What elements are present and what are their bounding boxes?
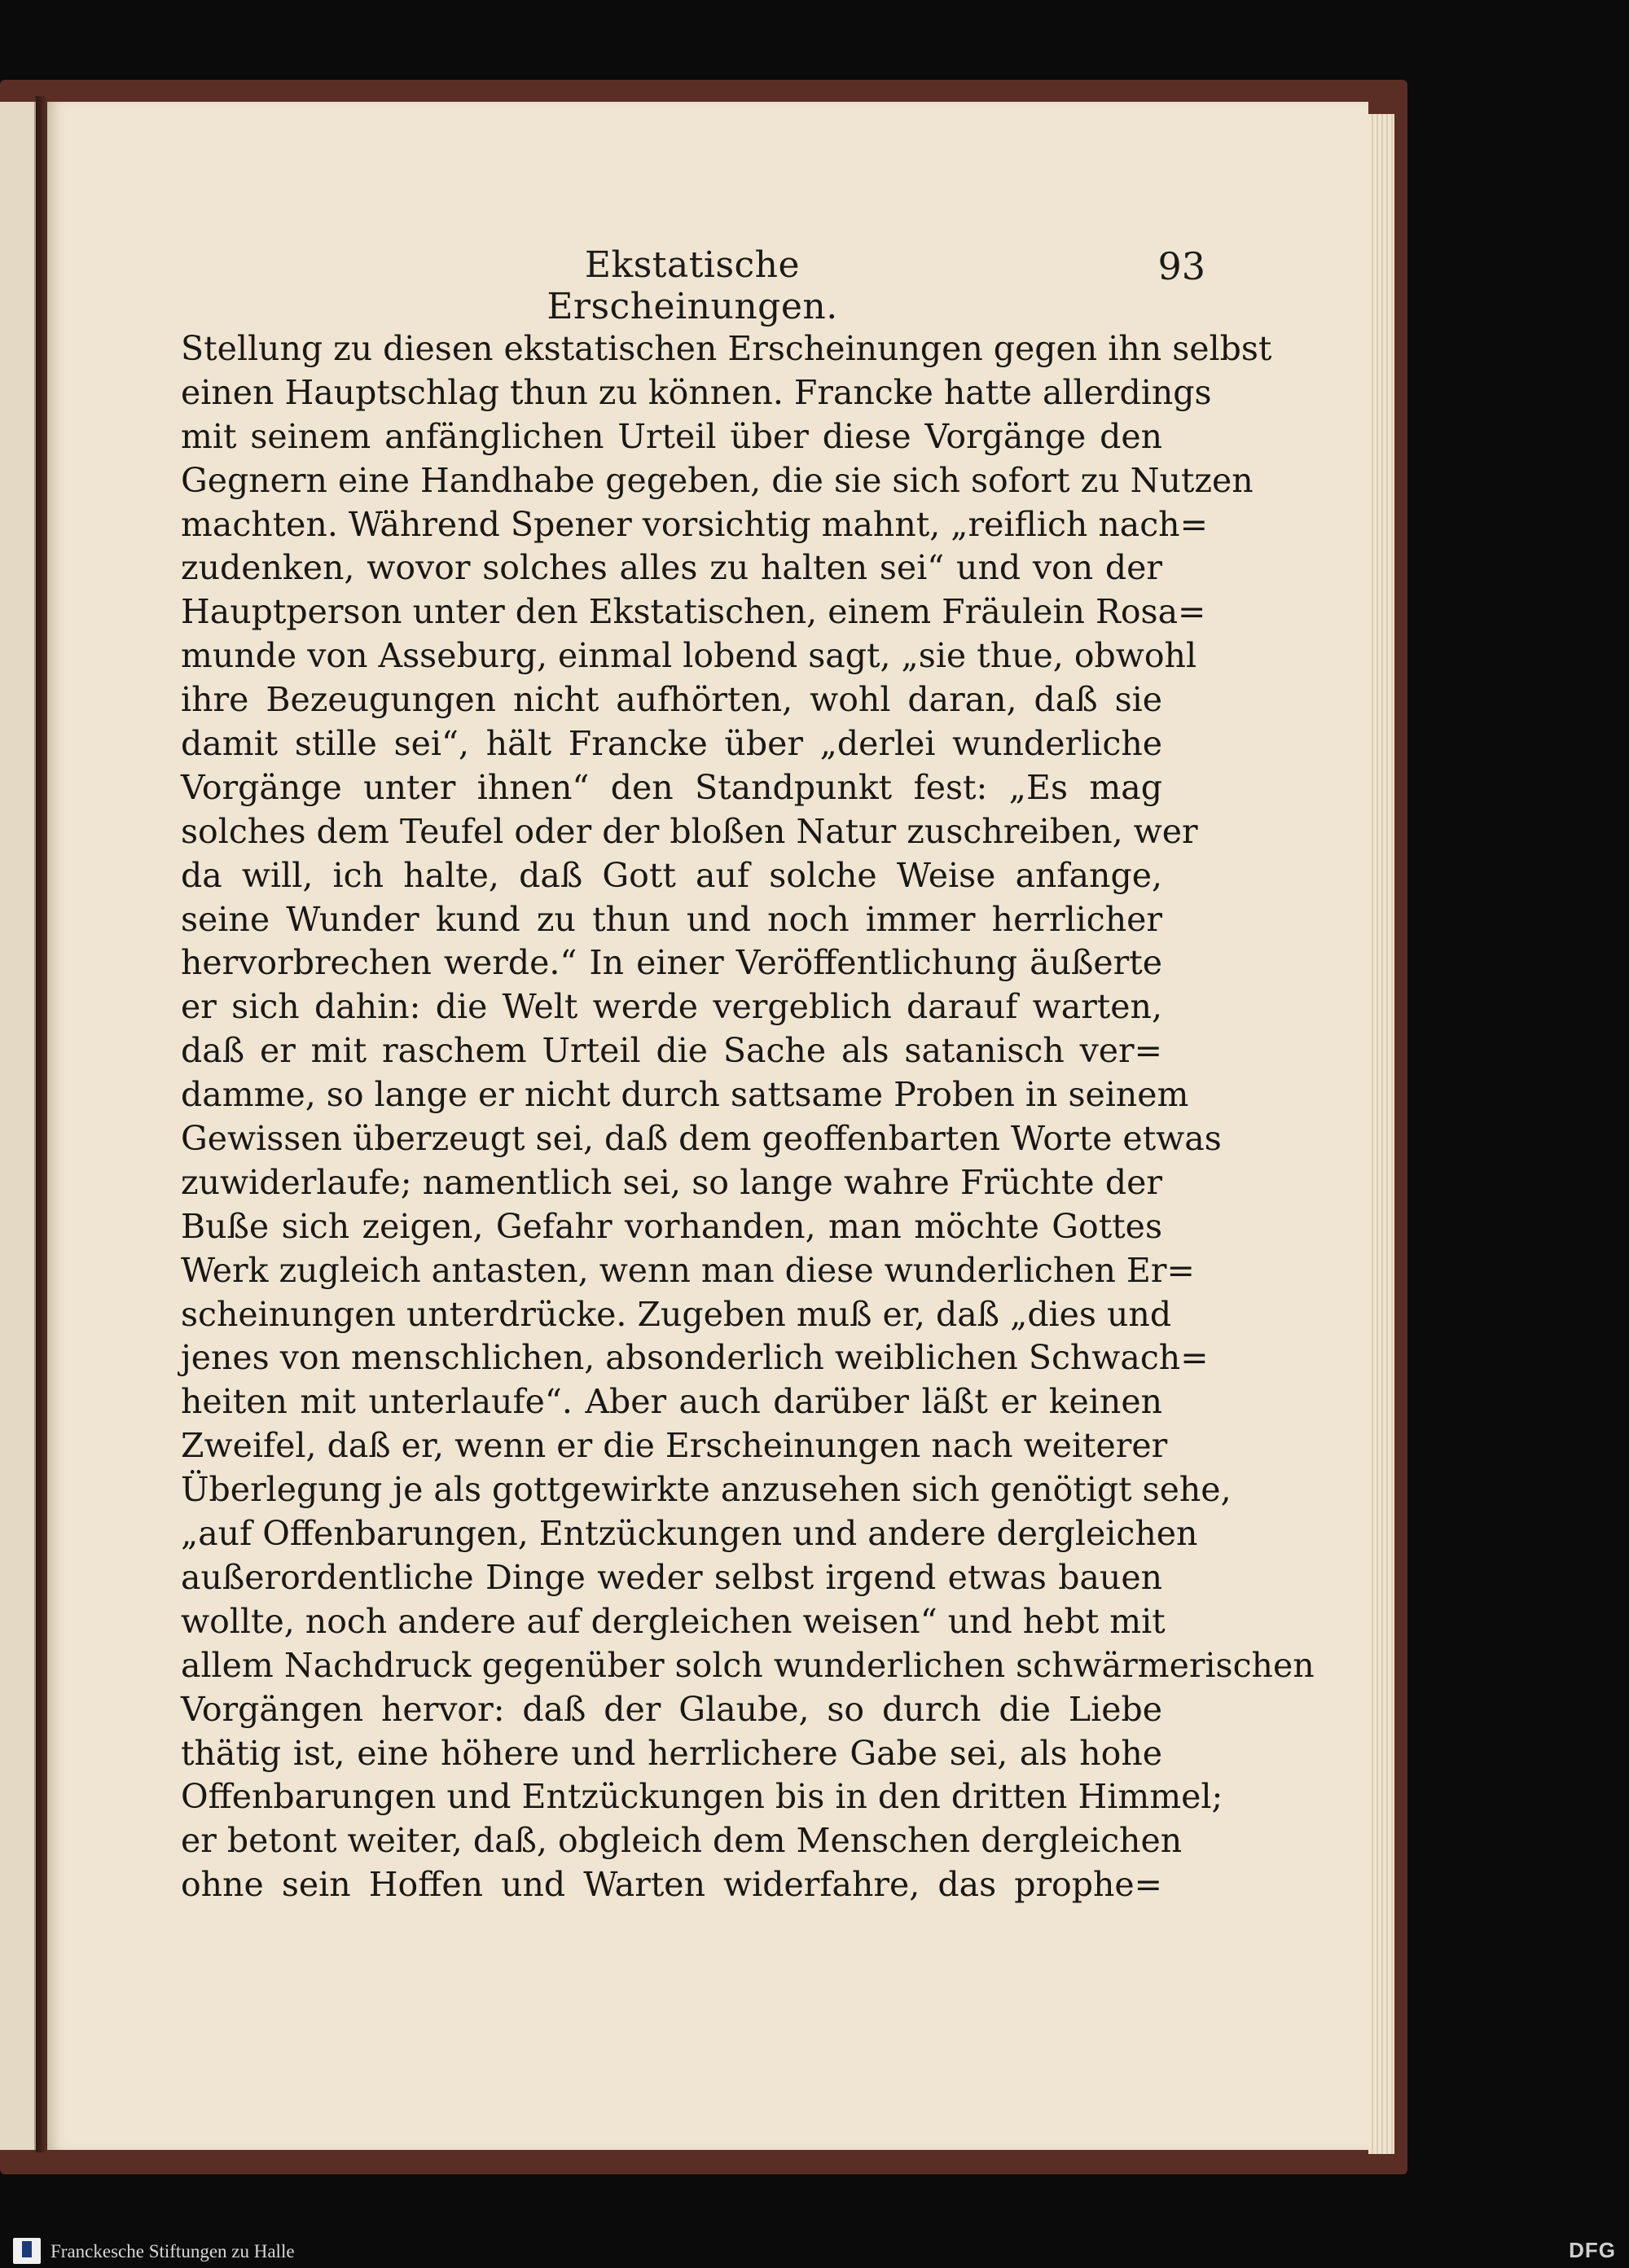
text-line: scheinungen unterdrücke. Zugeben muß er, daß „dies und [181, 1294, 1172, 1334]
facing-page-edge [0, 102, 36, 2150]
text-line: Hauptperson unter den Ekstatischen, einem Fräulein Rosa= [181, 592, 1206, 632]
text-line: thätig ist, eine höhere und herrlichere Gabe sei, als hohe [181, 1733, 1162, 1773]
text-line: machten. Während Spener vorsichtig mahnt, „reiflich nach= [181, 504, 1208, 544]
text-line: Stellung zu diesen ekstatischen Erscheinungen gegen ihn selbst [181, 329, 1272, 368]
institution-label: Franckesche Stiftungen zu Halle [50, 2241, 295, 2261]
text-line: Zweifel, daß er, wenn er die Erscheinungen nach weiterer [181, 1426, 1168, 1466]
text-line: ihre Bezeugungen nicht aufhörten, wohl daran, daß sie [181, 680, 1162, 720]
text-line: Werk zugleich antasten, wenn man diese wunderlichen Er= [181, 1250, 1195, 1290]
text-line: Offenbarungen und Entzückungen bis in den dritten Himmel; [181, 1777, 1223, 1817]
text-line: ohne sein Hoffen und Warten widerfahre, das prophe= [181, 1865, 1162, 1905]
text-line: er sich dahin: die Welt werde vergeblich darauf warten, [181, 987, 1162, 1027]
text-line: hervorbrechen werde.“ In einer Veröffentlichung äußerte [181, 943, 1162, 983]
text-line: außerordentliche Dinge weder selbst irgend etwas bauen [181, 1557, 1162, 1597]
text-line: Buße sich zeigen, Gefahr vorhanden, man möchte Gottes [181, 1206, 1162, 1246]
page-number: 93 [1157, 244, 1205, 288]
body-text [181, 327, 1315, 1907]
institution-logo-icon [13, 2238, 41, 2264]
text-line: Vorgänge unter ihnen“ den Standpunkt fest: „Es mag [181, 767, 1162, 807]
text-line: solches dem Teufel oder der bloßen Natur zuschreiben, wer [181, 811, 1198, 851]
text-line: Gegnern eine Handhabe gegeben, die sie sich sofort zu Nutzen [181, 460, 1254, 500]
running-head: Ekstatische Erscheinungen. [547, 244, 838, 327]
text-line: wollte, noch andere auf dergleichen weisen“ und hebt mit [181, 1601, 1166, 1641]
text-line: seine Wunder kund zu thun und noch immer herrlicher [181, 899, 1162, 939]
text-line: daß er mit raschem Urteil die Sache als satanisch ver= [181, 1031, 1162, 1071]
text-line: allem Nachdruck gegenüber solch wunderlichen schwärmerischen [181, 1645, 1315, 1685]
text-line: Vorgängen hervor: daß der Glaube, so durch die Liebe [181, 1689, 1162, 1729]
text-line: Gewissen überzeugt sei, daß dem geoffenbarten Worte etwas [181, 1119, 1222, 1159]
funder-logo: DFG [1569, 2238, 1616, 2262]
text-line: Überlegung je als gottgewirkte anzusehen sich genötigt sehe, [181, 1470, 1232, 1510]
page-block-edges [1368, 114, 1394, 2154]
text-line: munde von Asseburg, einmal lobend sagt, „sie thue, obwohl [181, 636, 1197, 676]
text-line: „auf Offenbarungen, Entzückungen und andere dergleichen [181, 1514, 1198, 1554]
text-line: jenes von menschlichen, absonderlich weiblichen Schwach= [181, 1338, 1209, 1378]
text-line: einen Hauptschlag thun zu können. Francke hatte allerdings [181, 372, 1212, 412]
text-line: damit stille sei“, hält Francke über „derlei wunderliche [181, 724, 1162, 764]
text-line: da will, ich halte, daß Gott auf solche Weise anfange, [181, 855, 1162, 895]
text-line: er betont weiter, daß, obgleich dem Menschen dergleichen [181, 1821, 1183, 1861]
text-line: zuwiderlaufe; namentlich sei, so lange wahre Früchte der [181, 1162, 1162, 1202]
text-line: damme, so lange er nicht durch sattsame Proben in seinem [181, 1075, 1189, 1115]
text-line: heiten mit unterlaufe“. Aber auch darüber läßt er keinen [181, 1382, 1162, 1422]
text-line: zudenken, wovor solches alles zu halten sei“ und von der [181, 548, 1162, 588]
book-gutter [36, 96, 47, 2152]
text-line: mit seinem anfänglichen Urteil über diese Vorgänge den [181, 416, 1162, 456]
